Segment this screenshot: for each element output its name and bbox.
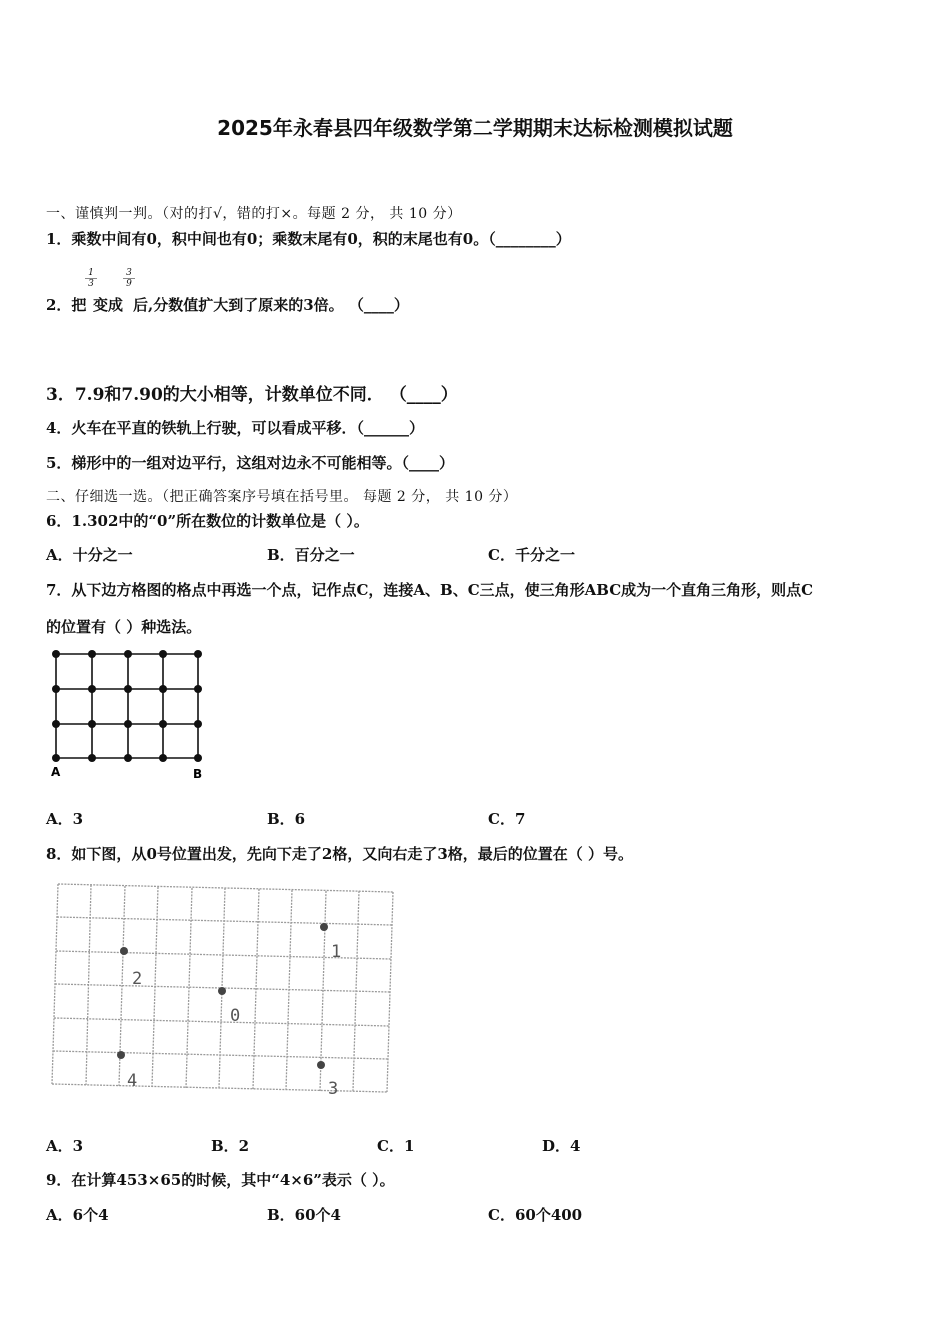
question-2-prefix: 2．把 <box>46 296 87 314</box>
position-1-dot <box>320 923 328 931</box>
page-title: 2025年永春县四年级数学第二学期期末达标检测模拟试题 <box>217 116 733 140</box>
question-7-line2: 的位置有（ ）种选法。 <box>46 618 202 636</box>
question-1: 1．乘数中间有0，积中间也有0；乘数末尾有0，积的末尾也有0。（________） <box>46 230 571 248</box>
q7-option-c: C．7 <box>488 810 526 828</box>
position-2-dot <box>120 947 128 955</box>
question-6: 6．1.302中的“0”所在数位的计数单位是（ ）。 <box>46 512 369 530</box>
position-4-dot <box>117 1051 125 1059</box>
question-8: 8．如下图，从0号位置出发，先向下走了2格，又向右走了3格，最后的位置在（ ）号。 <box>46 845 633 863</box>
section2-heading: 二、仔细选一选。（把正确答案序号填在括号里。 每题 2 分， 共 10 分） <box>46 489 518 505</box>
q7-dot-grid-figure <box>46 644 216 784</box>
fraction-three-ninths <box>123 268 135 289</box>
q7-option-b: B．6 <box>267 810 306 828</box>
q8-option-c: C．1 <box>377 1137 415 1155</box>
position-4-label: 4 <box>127 1071 138 1091</box>
q9-option-c: C．60个400 <box>488 1206 583 1224</box>
q8-option-a: A．3 <box>46 1137 84 1155</box>
fraction-denominator: 3 <box>85 278 97 289</box>
fraction-denominator: 9 <box>123 278 135 289</box>
q9-option-a: A．6个4 <box>46 1206 109 1224</box>
fraction-numerator: 1 <box>88 268 94 278</box>
point-b-label: B <box>193 767 203 781</box>
q9-option-b: B．60个4 <box>267 1206 341 1224</box>
position-0-dot <box>218 987 226 995</box>
position-1-label: 1 <box>331 942 342 962</box>
question-2-middle: 变成 <box>93 296 124 314</box>
position-3-label: 3 <box>328 1079 339 1099</box>
q6-option-c: C．千分之一 <box>488 546 575 564</box>
fraction-one-third <box>85 268 97 289</box>
question-9: 9．在计算453×65的时候，其中“4×6”表示（ ）。 <box>46 1171 395 1189</box>
question-7-line1: 7．从下边方格图的格点中再选一个点，记作点C，连接A、B、C三点，使三角形ABC成为一个直角三角形，则点C <box>46 581 814 599</box>
section1-heading: 一、谨慎判一判。（对的打√，错的打×。每题 2 分， 共 10 分） <box>46 206 462 222</box>
position-2-label: 2 <box>132 969 143 989</box>
position-3-dot <box>317 1061 325 1069</box>
position-0-label: 0 <box>230 1006 241 1026</box>
q7-option-a: A．3 <box>46 810 84 828</box>
q8-option-b: B．2 <box>211 1137 250 1155</box>
q8-square-grid-figure <box>46 876 398 1102</box>
q6-option-a: A．十分之一 <box>46 546 133 564</box>
fraction-numerator: 3 <box>126 268 132 278</box>
point-a-label: A <box>51 765 61 779</box>
q6-option-b: B．百分之一 <box>267 546 355 564</box>
q8-option-d: D．4 <box>542 1137 581 1155</box>
question-5: 5．梯形中的一组对边平行，这组对边永不可能相等。（____） <box>46 454 454 472</box>
question-4: 4．火车在平直的铁轨上行驶，可以看成平移．（______） <box>46 419 424 437</box>
question-3: 3．7.9和7.90的大小相等，计数单位不同． （____） <box>46 385 458 405</box>
question-2-suffix: 后,分数值扩大到了原来的3倍。 （____） <box>133 296 409 314</box>
grid-points <box>52 650 202 762</box>
